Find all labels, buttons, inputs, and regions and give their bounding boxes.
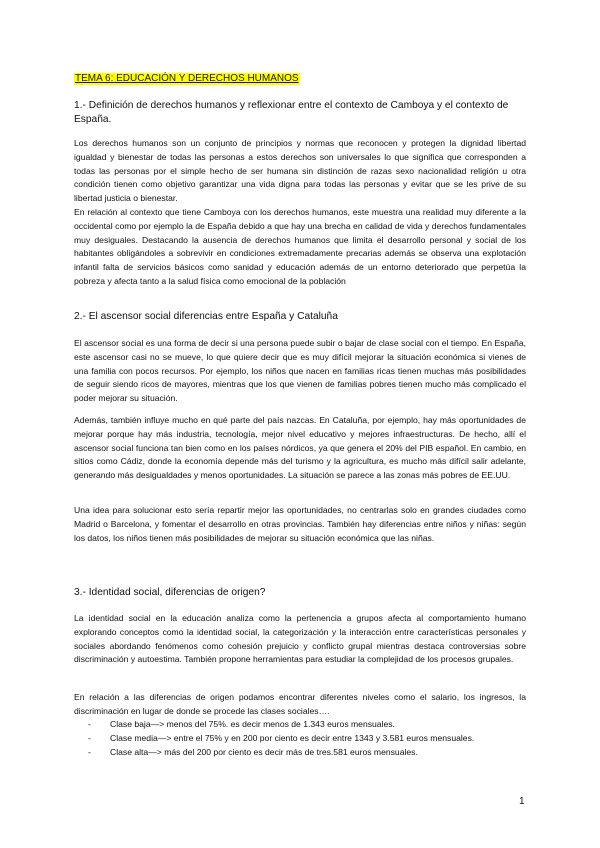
list-item [74, 746, 526, 760]
list-dash: - [88, 746, 91, 757]
page-number: 1 [519, 796, 525, 807]
section-2-paragraph-3: Una idea para solucionar esto sería repartir mejor las oportunidades, no centrarlas solo en grandes ciudades como Madrid o Barcelona, y fomentar el desarrollo en otras provincias. También hay diferencias entre niños y niñas: según los datos, los niños tienen más posibilidades de mejorar su situación económica que las niñas. [74, 505, 526, 543]
list-item [74, 718, 526, 732]
social-class-list [74, 718, 526, 759]
list-item-text: Clase baja—> menos del 75%. es decir menos de 1.343 euros mensuales. [110, 719, 395, 729]
section-3-paragraph-2: En relación a las diferencias de origen podamos encontrar diferentes niveles como el salario, los ingresos, la discriminación en lugar de donde se procede las clases sociales…. [74, 692, 526, 716]
list-dash: - [88, 732, 91, 743]
section-1-heading: 1.- Definición de derechos humanos y reflexionar entre el contexto de Camboya y el contexto de España. [74, 100, 509, 125]
list-item [74, 732, 526, 746]
list-dash: - [88, 719, 91, 729]
document-title: TEMA 6: EDUCACIÓN Y DERECHOS HUMANOS [75, 73, 299, 84]
list-item-text: Clase alta—> más del 200 por ciento es decir más de tres.581 euros mensuales. [110, 746, 418, 757]
section-3-paragraph-1: La identidad social en la educación analiza como la pertenencia a grupos afecta al comportamiento humano explorando conceptos como la identidad social, la categorización y la interacción entre características personales y sociales abordando fenómenos como cohesión prejuicio y conflicto grupal mientras destaca controversias sobre discriminación y autoestima. También propone herramientas para estudiar la complejidad de los procesos grupales. [74, 613, 526, 665]
section-1-paragraph-1: Los derechos humanos son un conjunto de principios y normas que reconocen y protegen la dignidad libertad igualdad y bienestar de todas las personas a estos derechos son universales lo que significa que corresponden a todas las personas por el simple hecho de ser humana sin distinción de razas sexo nacionalidad religión u otra condición tienen como objetivo garantizar una vida digna para todas las personas y evitar que se les prive de su libertad justicia o bienestar. [74, 138, 526, 204]
section-2-paragraph-2: Además, también influye mucho en qué parte del país nazcas. En Cataluña, por ejemplo, hay más oportunidades de mejorar porque hay más industria, tecnología, mejor nivel educativo y mejores infraestructuras. De hecho, allí el ascensor social funciona tan bien como en los países nórdicos, ya que genera el 20% del PIB español. En cambio, en sitios como Cádiz, donde la economía depende más del turismo y la agricultura, es mucho más difícil salir adelante, generando más desigualdades y menos oportunidades. La situación se parece a las zonas más pobres de EE.UU. [74, 415, 526, 481]
section-3-heading: 3.- Identidad social, diferencias de origen? [74, 587, 266, 598]
section-1-paragraph-2: En relación al contexto que tiene Camboya con los derechos humanos, este muestra una realidad muy diferente a la occidental como por ejemplo la de España debido a que hay una brecha en calidad de vida y derechos fundamentales muy desiguales. Destacando la ausencia de derechos humanos que limita el desarrollo personal y social de los habitantes obligándoles a sobrevivir en condiciones extremadamente precarias además se observa una explotación infantil falta de servicios básicos como sanidad y educación además de un entorno deteriorado que perpetúa la pobreza y afecta tanto a la salud física como emocional de la población [74, 207, 526, 286]
section-2-heading: 2.- El ascensor social diferencias entre España y Cataluña [74, 311, 338, 322]
list-item-text: Clase media—> entre el 75% y en 200 por ciento es decir entre 1343 y 3.581 euros mensuales. [110, 732, 475, 743]
section-2-paragraph-1: El ascensor social es una forma de decir si una persona puede subir o bajar de clase social con el tiempo. En España, este ascensor casi no se mueve, lo que quiere decir que es muy difícil mejorar la situación económica si vienes de una familia con pocos recursos. Por ejemplo, los niños que nacen en familias ricas tienen muchas más posibilidades de seguir siendo ricos de mayores, mientras que los que vienen de familias pobres tienen mucho más complicado el poder mejorar su situación. [74, 338, 526, 404]
